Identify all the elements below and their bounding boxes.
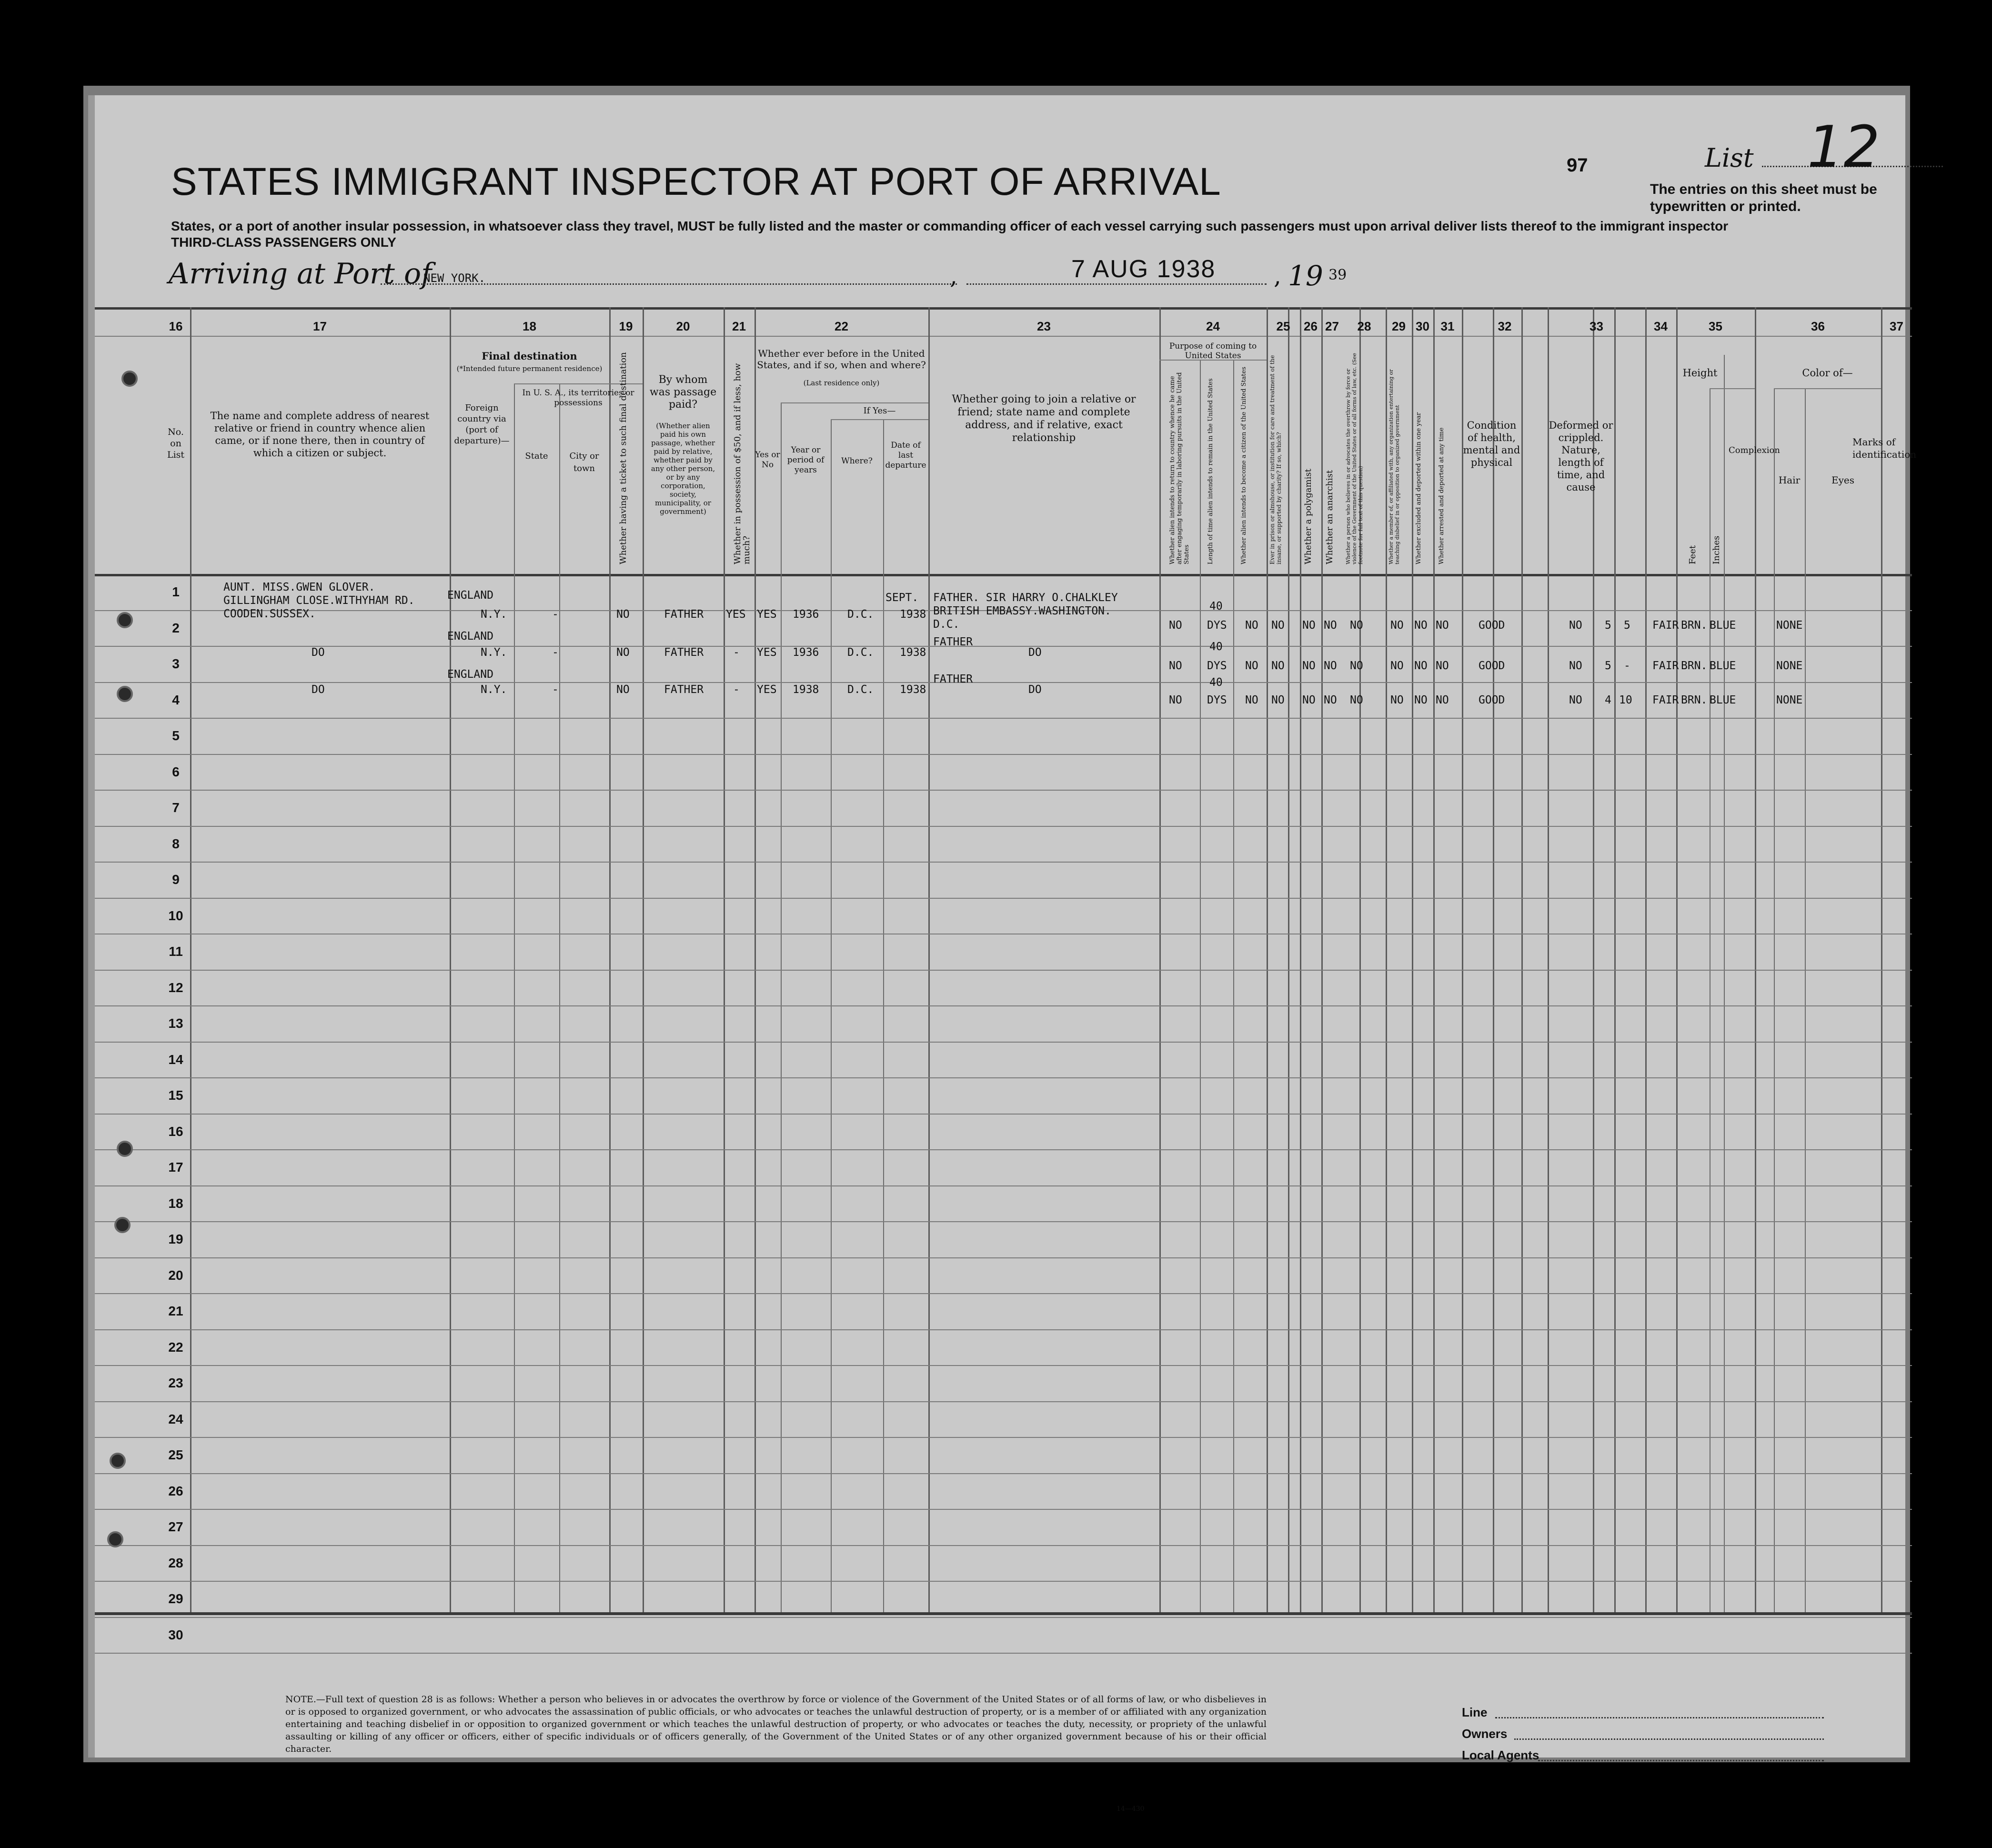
departure-value: 1938 — [900, 608, 926, 621]
header-inches: Inches — [1711, 535, 1721, 564]
hair-value: BRN. — [1681, 694, 1708, 706]
sub-rule — [1710, 388, 1755, 389]
row-number: 15 — [168, 1088, 183, 1103]
row-rule — [95, 970, 1912, 971]
row-rule — [95, 1401, 1912, 1402]
col-divider — [1593, 307, 1594, 1612]
arriving-label: Arriving at Port of — [169, 257, 432, 291]
binder-hole — [110, 1453, 126, 1469]
relative-address-line: GILLINGHAM CLOSE.WITHYHAM RD. — [223, 594, 415, 607]
row-rule — [95, 1473, 1912, 1474]
joining-relative-line: D.C. — [933, 618, 960, 631]
column-number: 24 — [1206, 319, 1220, 333]
row-number: 20 — [168, 1268, 183, 1283]
feet-value: 5 — [1605, 619, 1611, 632]
prison-value: NO — [1271, 694, 1285, 706]
sub-divider — [883, 419, 884, 1612]
ticket-value: NO — [616, 683, 630, 696]
return-value: NO — [1169, 660, 1182, 672]
relative-address-line: DO — [312, 646, 325, 659]
manifest-sheet — [88, 95, 1917, 1813]
header-height: Height — [1682, 367, 1718, 379]
sub-divider — [1774, 388, 1775, 1612]
header-deformed: Deformed or crippled. Nature, length of time, and cause — [1549, 420, 1613, 493]
deformed-value: NO — [1569, 660, 1582, 672]
stay-length-value: 40 — [1209, 641, 1223, 653]
health-value: GOOD — [1479, 694, 1505, 706]
ticket-value: NO — [616, 608, 630, 621]
col-divider — [1433, 307, 1435, 1612]
joining-relative-line: FATHER — [933, 673, 973, 685]
column-number: 23 — [1037, 319, 1051, 333]
col-divider — [1386, 307, 1387, 1612]
header-hair: Hair — [1778, 474, 1801, 486]
row-number: 24 — [168, 1412, 183, 1426]
header-condition: Condition of health, mental and physical — [1463, 420, 1520, 468]
col-divider — [928, 307, 930, 1612]
row-number: 13 — [168, 1016, 183, 1031]
marks-value: NONE — [1776, 660, 1803, 672]
row-rule — [95, 1437, 1912, 1438]
city-value: - — [552, 646, 559, 659]
col-divider — [1521, 307, 1523, 1612]
row-rule — [95, 646, 1912, 647]
column-number: 22 — [835, 319, 848, 333]
relative-address-line: DO — [312, 683, 325, 696]
page-title: STATES IMMIGRANT INSPECTOR AT PORT OF ARRIVAL — [171, 160, 1221, 203]
fifty-dollars-value: YES — [726, 608, 746, 621]
owners-label: Owners — [1462, 1727, 1508, 1741]
sub-rule — [781, 402, 928, 403]
row-rule — [95, 1581, 1912, 1582]
city-value: - — [552, 608, 559, 621]
col-divider — [1676, 307, 1678, 1612]
header-year-period: Year or period of years — [787, 445, 825, 475]
row-rule — [95, 1221, 1912, 1222]
years-value: 1938 — [793, 683, 819, 696]
polygamist-value: NO — [1302, 660, 1316, 672]
header-polygamist: Whether a polygamist — [1303, 469, 1313, 564]
binder-hole — [117, 1141, 133, 1157]
overthrow-value: NO — [1350, 694, 1363, 706]
column-number: 34 — [1654, 319, 1668, 333]
row-number: 27 — [168, 1519, 183, 1534]
column-number: 30 — [1416, 319, 1429, 333]
inches-value: - — [1624, 660, 1630, 672]
row-rule — [95, 1365, 1912, 1366]
foreign-country-value: ENGLAND — [447, 589, 493, 602]
polygamist-value: NO — [1302, 694, 1316, 706]
row-number: 12 — [168, 980, 183, 995]
eyes-value: BLUE — [1710, 694, 1736, 706]
row-rule — [95, 1617, 1912, 1618]
row-number: 3 — [172, 656, 180, 671]
header-yes-or-no: Yes or No — [755, 450, 780, 470]
joining-relative-line: DO — [1028, 646, 1042, 659]
column-number: 19 — [619, 319, 633, 333]
row-number: 25 — [168, 1447, 183, 1462]
col-divider — [724, 307, 725, 1612]
eyes-value: BLUE — [1710, 660, 1736, 672]
header-color-of: Color of— — [1802, 367, 1853, 379]
manifest-table — [95, 307, 1917, 1642]
date-underline — [966, 283, 1267, 285]
row-rule — [95, 1257, 1912, 1258]
anarchist-value: NO — [1324, 660, 1337, 672]
row-number: 7 — [172, 800, 180, 815]
joining-relative-line: FATHER. SIR HARRY O.CHALKLEY — [933, 592, 1118, 604]
list-label: List — [1705, 143, 1754, 173]
deformed-value: NO — [1569, 694, 1582, 706]
row-rule — [95, 718, 1912, 719]
hair-value: BRN. — [1681, 660, 1708, 672]
state-value: N.Y. — [481, 683, 507, 696]
table-top-rule — [95, 307, 1912, 310]
departure-value: 1938 — [900, 683, 926, 696]
column-number: 28 — [1357, 319, 1371, 333]
header-eyes: Eyes — [1831, 474, 1854, 486]
row-number: 29 — [168, 1591, 183, 1606]
before-in-us-value: YES — [757, 683, 777, 696]
anarchist-value: NO — [1324, 694, 1337, 706]
row-rule — [95, 1077, 1912, 1078]
owners-signature-line — [1514, 1738, 1824, 1740]
deformed-value: NO — [1569, 619, 1582, 632]
arrested-value: NO — [1436, 660, 1449, 672]
column-number: 37 — [1890, 319, 1903, 333]
line-label: Line — [1462, 1705, 1488, 1719]
row-rule — [95, 1329, 1912, 1330]
col-divider — [609, 307, 611, 1612]
complexion-value: FAIR — [1652, 660, 1679, 672]
header-purpose-return: Whether alien intends to return to country whence he came after engaging temporarily in laboring pursuits in the United States — [1169, 372, 1190, 564]
feet-value: 5 — [1605, 660, 1611, 672]
overthrow-value: NO — [1350, 660, 1363, 672]
row-number: 5 — [172, 728, 180, 743]
sub-divider — [559, 383, 560, 1612]
ticket-value: NO — [616, 646, 630, 659]
before-in-us-value: YES — [757, 608, 777, 621]
col-divider — [1548, 307, 1549, 1612]
row-rule — [95, 862, 1912, 863]
header-bottom-rule — [95, 574, 1912, 576]
departure-value: 1938 — [900, 646, 926, 659]
col-divider — [190, 307, 191, 1612]
column-number-rule — [95, 336, 1912, 337]
excluded-value: NO — [1414, 694, 1428, 706]
sub-divider — [1233, 360, 1234, 1612]
row-number: 4 — [172, 693, 180, 707]
health-value: GOOD — [1479, 619, 1505, 632]
row-number: 28 — [168, 1556, 183, 1570]
header-in-usa: In U. S. A., its territories or possessions — [522, 388, 634, 408]
header-purpose-length: Length of time alien intends to remain in the United States — [1207, 378, 1214, 564]
stay-length-unit: DYS — [1207, 694, 1227, 706]
row-rule — [95, 1005, 1912, 1006]
local-agents-label: Local Agents — [1462, 1748, 1539, 1762]
overthrow-value: NO — [1350, 619, 1363, 632]
health-value: GOOD — [1479, 660, 1505, 672]
stay-length-value: 40 — [1209, 600, 1223, 613]
row-number: 11 — [169, 944, 183, 959]
row-number: 18 — [168, 1196, 183, 1211]
col-divider — [1321, 307, 1323, 1612]
relative-address-line: AUNT. MISS.GWEN GLOVER. — [223, 581, 375, 593]
col-divider — [450, 307, 451, 1612]
paid-by-value: FATHER — [664, 608, 704, 621]
form-code: 14—430 — [1117, 1805, 1145, 1813]
row-rule — [95, 826, 1912, 827]
row-number: 10 — [168, 908, 183, 923]
col-divider — [1159, 307, 1161, 1612]
foreign-country-value: ENGLAND — [447, 630, 493, 643]
stay-length-unit: DYS — [1207, 619, 1227, 632]
where-value: D.C. — [847, 646, 874, 659]
port-value: NEW YORK. — [423, 271, 486, 285]
binder-hole — [107, 1531, 123, 1547]
header-before-in-us: Whether ever before in the United States, and if so, when and where? — [757, 348, 926, 371]
column-number: 26 — [1304, 319, 1318, 333]
column-number: 33 — [1590, 319, 1603, 333]
sub-divider — [1805, 388, 1806, 1612]
complexion-value: FAIR — [1652, 619, 1679, 632]
line-signature-line — [1495, 1717, 1824, 1718]
state-value: N.Y. — [481, 608, 507, 621]
citizen-value: NO — [1245, 660, 1258, 672]
row-number: 26 — [168, 1484, 183, 1498]
row-rule — [95, 682, 1912, 683]
row-number: 22 — [168, 1340, 183, 1355]
column-number: 16 — [169, 319, 183, 333]
sub-divider — [1200, 360, 1201, 1612]
binder-hole — [117, 686, 133, 702]
row-number: 14 — [168, 1052, 183, 1067]
foreign-country-value: ENGLAND — [447, 668, 493, 681]
header-excluded: Whether excluded and deported within one year — [1415, 412, 1422, 564]
col-divider — [1412, 307, 1413, 1612]
page-number: 97 — [1567, 155, 1588, 176]
header-fifty-dollars: Whether in possession of $50, and if less, how much? — [733, 363, 752, 564]
header-complexion: Complexion — [1729, 445, 1780, 455]
column-number: 21 — [732, 319, 746, 333]
header-where: Where? — [841, 456, 873, 466]
sub-rule — [1774, 388, 1881, 389]
city-value: - — [552, 683, 559, 696]
date-stamp: 7 AUG 1938 — [1071, 255, 1216, 283]
col-divider — [1462, 307, 1463, 1612]
row-rule — [95, 754, 1912, 755]
separator-comma: , — [1274, 262, 1281, 290]
col-divider — [1755, 307, 1756, 1612]
row-rule — [95, 1653, 1912, 1654]
header-city: City or town — [569, 451, 599, 473]
separator-comma: , — [950, 262, 957, 290]
relative-address-line: COODEN.SUSSEX. — [223, 608, 316, 620]
binder-hole — [117, 612, 133, 628]
excluded-value: NO — [1414, 660, 1428, 672]
return-value: NO — [1169, 619, 1182, 632]
row-rule — [95, 1042, 1912, 1043]
column-number: 31 — [1440, 319, 1455, 333]
inches-value: 5 — [1624, 619, 1630, 632]
citizen-value: NO — [1245, 619, 1258, 632]
polygamist-value: NO — [1302, 619, 1316, 632]
where-value: D.C. — [847, 683, 874, 696]
row-number: 21 — [168, 1304, 183, 1318]
row-number: 23 — [168, 1376, 183, 1390]
header-final-destination-note: (*Intended future permanent residence) — [456, 364, 603, 373]
col-divider — [1614, 307, 1616, 1612]
arrested-value: NO — [1436, 619, 1449, 632]
column-number: 25 — [1276, 319, 1290, 333]
header-passage-note: (Whether alien paid his own passage, whether paid by relative, whether paid by any other person, or by any corporation, society, municipality, or government) — [651, 422, 715, 516]
column-number: 17 — [313, 319, 327, 333]
entry-instructions: The entries on this sheet must be typewritten or printed. — [1650, 181, 1877, 214]
prison-value: NO — [1271, 619, 1285, 632]
sub-divider — [831, 419, 832, 1612]
sub-divider — [781, 402, 782, 1612]
col-divider — [1288, 307, 1289, 1612]
col-divider — [1267, 307, 1268, 1612]
intro-line-1: States, or a port of another insular possession, in whatsoever class they travel, MUST be fully listed and the master or commanding officer of each vessel carrying such passengers must upon arrival deliver lists thereof to the immigrant inspector — [171, 219, 1729, 233]
header-date-last-departure: Date of last departure — [885, 441, 926, 470]
header-marks: Marks of identification — [1852, 436, 1917, 460]
header-nearest-relative: The name and complete address of nearest relative or friend in country whence alien came, or if none there, then in country of which a citizen or subject. — [210, 410, 430, 459]
row-number: 19 — [168, 1232, 183, 1246]
prison-value: NO — [1271, 660, 1285, 672]
header-overthrow: Whether a person who believes in or advocates the overthrow by force or violence of the Government of the United States or of all forms of law, etc. (See footnote for full text of this question) — [1345, 353, 1364, 564]
sub-rule — [831, 419, 928, 420]
arrested-value: NO — [1436, 694, 1449, 706]
column-number: 35 — [1709, 319, 1722, 333]
col-divider — [1300, 307, 1301, 1612]
fifty-dollars-value: - — [733, 683, 740, 696]
header-state: State — [525, 451, 548, 461]
list-number: 12 — [1807, 114, 1880, 181]
header-foreign-country: Foreign country via (port of departure)— — [454, 403, 510, 446]
col-divider — [643, 307, 644, 1612]
row-rule — [95, 790, 1912, 791]
row-rule — [95, 1509, 1912, 1510]
hair-value: BRN. — [1681, 619, 1708, 632]
intro-line-2: THIRD-CLASS PASSENGERS ONLY — [171, 235, 396, 250]
row-number: 30 — [168, 1627, 183, 1642]
joining-relative-line: DO — [1028, 683, 1042, 696]
row-rule — [95, 898, 1912, 899]
header-affiliated: Whether a member of, or affiliated with, any organization entertaining or teaching disbelief in or opposition to organized government — [1388, 369, 1400, 564]
col-divider — [755, 307, 756, 1612]
marks-value: NONE — [1776, 619, 1803, 632]
paid-by-value: FATHER — [664, 683, 704, 696]
row-rule — [95, 1293, 1912, 1294]
header-prison: Ever in prison or almshouse, or institution for care and treatment of the insane, or supported by charity? If so, which? — [1269, 355, 1282, 564]
row-number: 16 — [168, 1124, 183, 1139]
complexion-value: FAIR — [1652, 694, 1679, 706]
anarchist-value: NO — [1324, 619, 1337, 632]
column-number: 29 — [1392, 319, 1406, 333]
column-number: 32 — [1498, 319, 1512, 333]
column-number: 18 — [523, 319, 536, 333]
row-rule — [95, 1545, 1912, 1546]
stay-length-value: 40 — [1209, 676, 1223, 689]
paid-by-value: FATHER — [664, 646, 704, 659]
intro-text — [171, 218, 1729, 251]
row-number: 1 — [172, 584, 180, 599]
where-value: D.C. — [847, 608, 874, 621]
years-value: 1936 — [793, 608, 819, 621]
excluded-value: NO — [1414, 619, 1428, 632]
local-agents-signature-line — [1538, 1760, 1824, 1761]
sub-divider — [514, 383, 515, 1612]
affiliated-value: NO — [1390, 660, 1404, 672]
return-value: NO — [1169, 694, 1182, 706]
header-no-on-list: No. on List — [167, 427, 185, 460]
question-28-footnote: NOTE.—Full text of question 28 is as follows: Whether a person who believes in or advocates the overthrow by force or violence of the Government of the United States or of all forms of law, or who disbelieves in or is opposed to organized government, or who advocates the assassination of public officials, or who advocates or teaches the unlawful destruction of property, or is a member of or affiliated with any organization entertaining and teaching disbelief in or opposition to organized government or which teaches the unlawful destruction of property, or who advocates or teaches the duty, necessity, or propriety of the unlawful assaulting or killing of any officer or officers, either of specific individuals or of officers generally, of the Government of the United States or of any other organized government because of his or their official character. — [285, 1694, 1267, 1754]
col-divider — [1881, 307, 1882, 1612]
row-rule — [95, 1149, 1912, 1150]
row-rule — [95, 1185, 1912, 1186]
before-in-us-value: YES — [757, 646, 777, 659]
marks-value: NONE — [1776, 694, 1803, 706]
row-number: 2 — [172, 621, 180, 635]
header-arrested: Whether arrested and deported at any time — [1438, 427, 1445, 564]
header-purpose: Purpose of coming to United States — [1169, 341, 1257, 361]
row-number: 6 — [172, 764, 180, 779]
joining-relative-line: BRITISH EMBASSY.WASHINGTON. — [933, 605, 1111, 617]
footer-rule — [95, 1612, 1912, 1615]
fifty-dollars-value: - — [733, 646, 740, 659]
joining-relative-line: FATHER — [933, 636, 973, 648]
row-number: 17 — [168, 1160, 183, 1175]
header-if-yes: If Yes— — [863, 406, 896, 416]
departure-month-value: SEPT. — [885, 592, 919, 604]
row-number: 8 — [172, 836, 180, 851]
binder-hole — [121, 371, 138, 387]
sub-divider — [1724, 355, 1725, 1612]
year-suffix: 39 — [1328, 267, 1347, 283]
eyes-value: BLUE — [1710, 619, 1736, 632]
header-final-destination: Final destination — [482, 350, 577, 362]
header-ticket: Whether having a ticket to such final destination — [618, 352, 628, 564]
affiliated-value: NO — [1390, 619, 1404, 632]
year-prefix: 19 — [1288, 260, 1323, 292]
binder-hole — [114, 1217, 131, 1233]
years-value: 1936 — [793, 646, 819, 659]
feet-value: 4 — [1605, 694, 1611, 706]
column-number: 36 — [1811, 319, 1825, 333]
header-passage-by-whom: By whom was passage paid? — [649, 374, 717, 411]
affiliated-value: NO — [1390, 694, 1404, 706]
header-feet: Feet — [1688, 545, 1698, 564]
header-anarchist: Whether an anarchist — [1325, 470, 1335, 564]
header-joining-relative: Whether going to join a relative or friend; state name and complete address, and if relative, exact relationship — [952, 393, 1136, 444]
col-divider — [1645, 307, 1647, 1612]
column-number: 27 — [1325, 319, 1339, 333]
header-before-note: (Last residence only) — [803, 379, 880, 387]
stay-length-unit: DYS — [1207, 660, 1227, 672]
column-number: 20 — [676, 319, 690, 333]
state-value: N.Y. — [481, 646, 507, 659]
col-divider — [1493, 307, 1494, 1612]
row-number: 9 — [172, 872, 180, 887]
header-purpose-citizen: Whether alien intends to become a citizen of the United States — [1240, 366, 1248, 564]
citizen-value: NO — [1245, 694, 1258, 706]
inches-value: 10 — [1619, 694, 1632, 706]
row-rule — [95, 1114, 1912, 1115]
